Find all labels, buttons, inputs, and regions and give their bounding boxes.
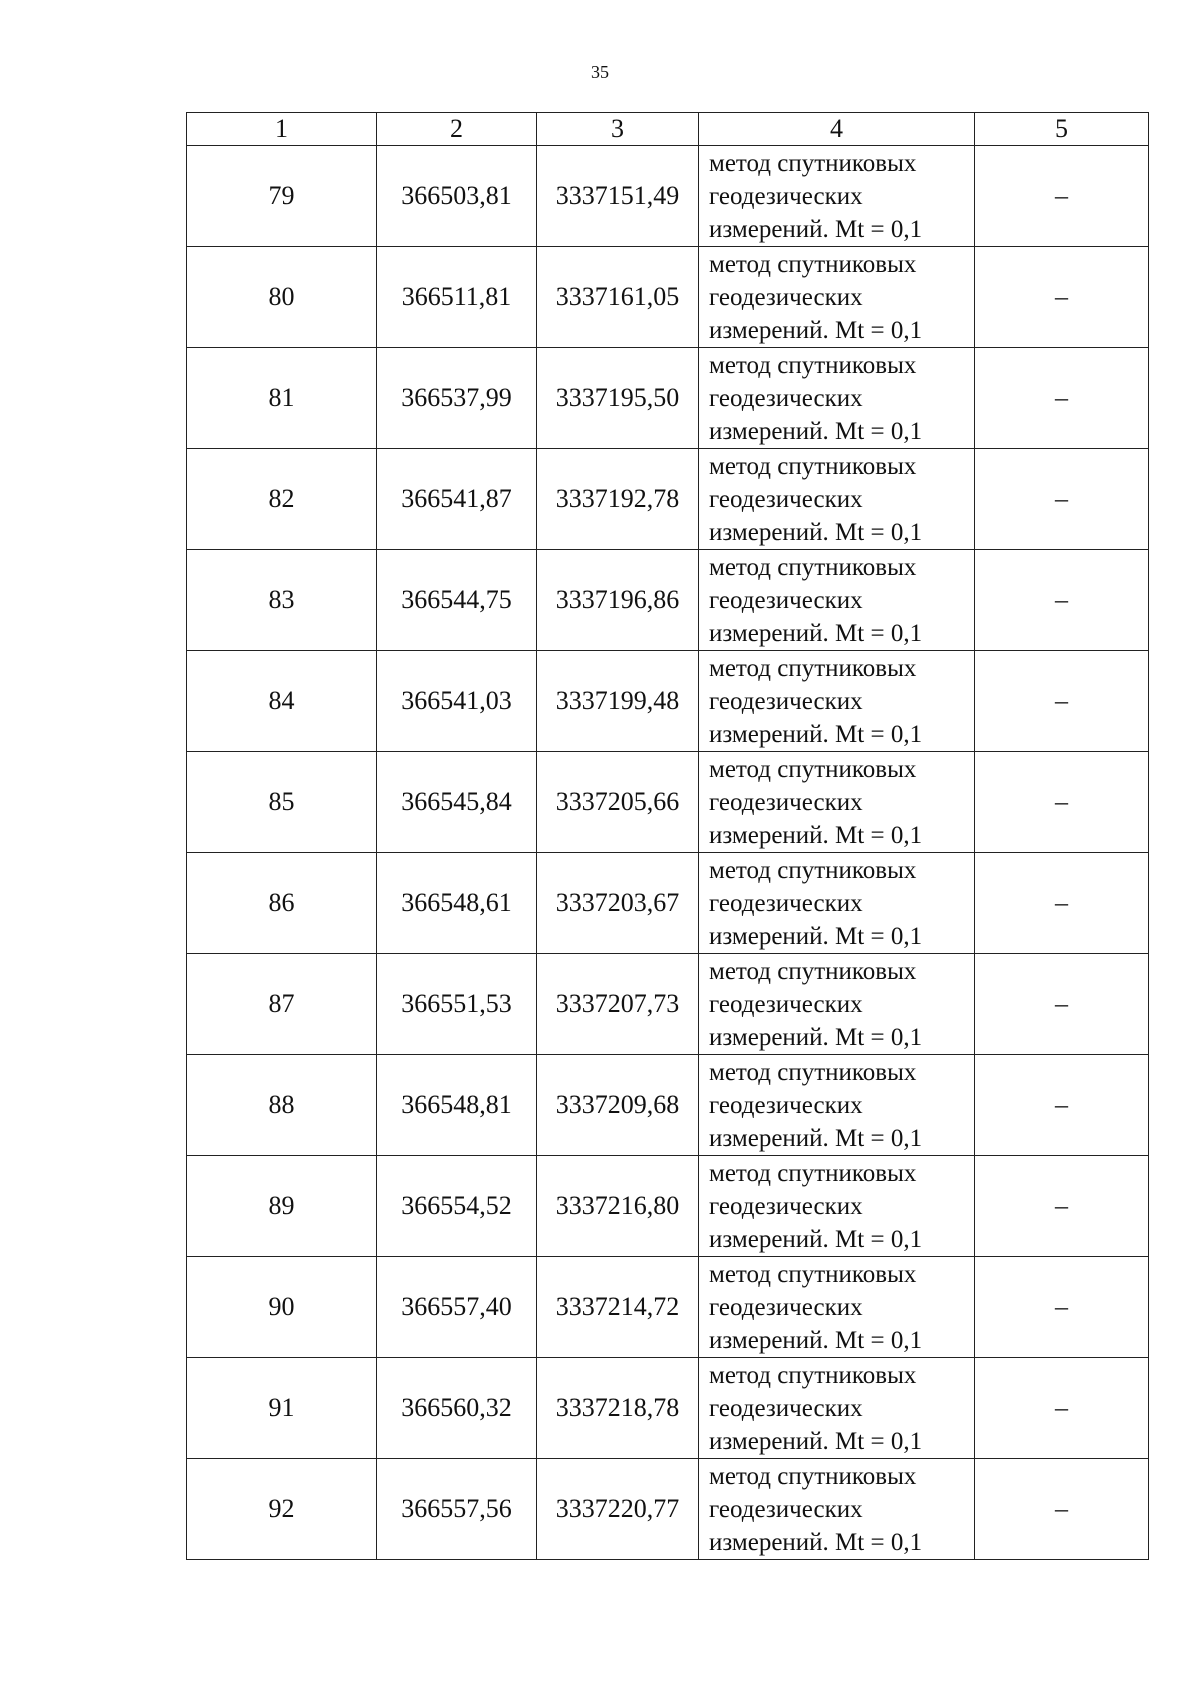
- y-coordinate-cell: 3337196,86: [537, 550, 699, 651]
- point-number-cell: 90: [187, 1257, 377, 1358]
- note-cell: –: [975, 1156, 1149, 1257]
- table-row: [187, 146, 1149, 247]
- point-number-cell: 83: [187, 550, 377, 651]
- method-cell: [699, 651, 975, 752]
- point-number-cell: 89: [187, 1156, 377, 1257]
- method-line-3: измерений. Mt = 0,1: [709, 1124, 923, 1152]
- method-cell: [699, 449, 975, 550]
- point-number-cell: 84: [187, 651, 377, 752]
- method-line-2: геодезических: [709, 1293, 863, 1321]
- column-header-4: 4: [699, 113, 975, 146]
- method-line-2: геодезических: [709, 1192, 863, 1220]
- column-header-5: 5: [975, 113, 1149, 146]
- x-coordinate-cell: 366541,03: [377, 651, 537, 752]
- header-row: [187, 113, 1149, 146]
- column-header-3: 3: [537, 113, 699, 146]
- method-line-1: метод спутниковых: [709, 957, 917, 985]
- method-line-1: метод спутниковых: [709, 755, 917, 783]
- method-cell: [699, 1055, 975, 1156]
- note-cell: –: [975, 550, 1149, 651]
- method-line-1: метод спутниковых: [709, 856, 917, 884]
- method-cell: [699, 954, 975, 1055]
- y-coordinate-cell: 3337203,67: [537, 853, 699, 954]
- table-row: [187, 853, 1149, 954]
- method-line-3: измерений. Mt = 0,1: [709, 720, 923, 748]
- method-line-3: измерений. Mt = 0,1: [709, 1427, 923, 1455]
- x-coordinate-cell: 366511,81: [377, 247, 537, 348]
- note-cell: –: [975, 146, 1149, 247]
- method-line-1: метод спутниковых: [709, 452, 917, 480]
- table-body: [187, 146, 1149, 1560]
- method-line-1: метод спутниковых: [709, 149, 917, 177]
- y-coordinate-cell: 3337192,78: [537, 449, 699, 550]
- method-line-1: метод спутниковых: [709, 654, 917, 682]
- method-cell: [699, 550, 975, 651]
- point-number-cell: 79: [187, 146, 377, 247]
- method-line-2: геодезических: [709, 990, 863, 1018]
- page-number: 35: [591, 62, 609, 82]
- y-coordinate-cell: 3337205,66: [537, 752, 699, 853]
- note-cell: –: [975, 853, 1149, 954]
- x-coordinate-cell: 366548,61: [377, 853, 537, 954]
- table-row: [187, 1459, 1149, 1560]
- table-row: [187, 247, 1149, 348]
- method-line-2: геодезических: [709, 283, 863, 311]
- x-coordinate-cell: 366557,56: [377, 1459, 537, 1560]
- method-line-2: геодезических: [709, 1394, 863, 1422]
- table-row: [187, 954, 1149, 1055]
- method-line-1: метод спутниковых: [709, 351, 917, 379]
- method-line-2: геодезических: [709, 384, 863, 412]
- note-cell: –: [975, 449, 1149, 550]
- method-line-3: измерений. Mt = 0,1: [709, 922, 923, 950]
- method-line-2: геодезических: [709, 182, 863, 210]
- x-coordinate-cell: 366544,75: [377, 550, 537, 651]
- point-number-cell: 87: [187, 954, 377, 1055]
- method-line-3: измерений. Mt = 0,1: [709, 1023, 923, 1051]
- y-coordinate-cell: 3337195,50: [537, 348, 699, 449]
- point-number-cell: 85: [187, 752, 377, 853]
- x-coordinate-cell: 366557,40: [377, 1257, 537, 1358]
- table-row: [187, 1358, 1149, 1459]
- table-row: [187, 1055, 1149, 1156]
- note-cell: –: [975, 651, 1149, 752]
- note-cell: –: [975, 1459, 1149, 1560]
- x-coordinate-cell: 366551,53: [377, 954, 537, 1055]
- x-coordinate-cell: 366548,81: [377, 1055, 537, 1156]
- method-cell: [699, 1156, 975, 1257]
- table-header: [187, 113, 1149, 146]
- method-line-3: измерений. Mt = 0,1: [709, 518, 923, 546]
- method-line-1: метод спутниковых: [709, 1361, 917, 1389]
- note-cell: –: [975, 752, 1149, 853]
- method-line-1: метод спутниковых: [709, 1462, 917, 1490]
- point-number-cell: 82: [187, 449, 377, 550]
- y-coordinate-cell: 3337207,73: [537, 954, 699, 1055]
- method-line-3: измерений. Mt = 0,1: [709, 1225, 923, 1253]
- note-cell: –: [975, 954, 1149, 1055]
- note-cell: –: [975, 1055, 1149, 1156]
- method-line-3: измерений. Mt = 0,1: [709, 619, 923, 647]
- method-line-3: измерений. Mt = 0,1: [709, 821, 923, 849]
- y-coordinate-cell: 3337209,68: [537, 1055, 699, 1156]
- point-number-cell: 86: [187, 853, 377, 954]
- point-number-cell: 88: [187, 1055, 377, 1156]
- y-coordinate-cell: 3337214,72: [537, 1257, 699, 1358]
- method-line-1: метод спутниковых: [709, 1260, 917, 1288]
- point-number-cell: 81: [187, 348, 377, 449]
- method-line-3: измерений. Mt = 0,1: [709, 316, 923, 344]
- method-line-3: измерений. Mt = 0,1: [709, 417, 923, 445]
- method-line-2: геодезических: [709, 485, 863, 513]
- method-cell: [699, 1358, 975, 1459]
- method-line-3: измерений. Mt = 0,1: [709, 1528, 923, 1556]
- method-line-2: геодезических: [709, 687, 863, 715]
- x-coordinate-cell: 366554,52: [377, 1156, 537, 1257]
- x-coordinate-cell: 366541,87: [377, 449, 537, 550]
- method-line-3: измерений. Mt = 0,1: [709, 215, 923, 243]
- column-header-2: 2: [377, 113, 537, 146]
- method-line-1: метод спутниковых: [709, 250, 917, 278]
- method-cell: [699, 1459, 975, 1560]
- table-row: [187, 1156, 1149, 1257]
- method-cell: [699, 853, 975, 954]
- coordinates-table: [186, 112, 1149, 1560]
- method-line-1: метод спутниковых: [709, 1058, 917, 1086]
- y-coordinate-cell: 3337220,77: [537, 1459, 699, 1560]
- method-cell: [699, 1257, 975, 1358]
- table-row: [187, 1257, 1149, 1358]
- y-coordinate-cell: 3337218,78: [537, 1358, 699, 1459]
- method-line-2: геодезических: [709, 788, 863, 816]
- y-coordinate-cell: 3337199,48: [537, 651, 699, 752]
- column-header-1: 1: [187, 113, 377, 146]
- x-coordinate-cell: 366537,99: [377, 348, 537, 449]
- method-line-3: измерений. Mt = 0,1: [709, 1326, 923, 1354]
- note-cell: –: [975, 1358, 1149, 1459]
- y-coordinate-cell: 3337151,49: [537, 146, 699, 247]
- y-coordinate-cell: 3337161,05: [537, 247, 699, 348]
- table-row: [187, 550, 1149, 651]
- method-line-1: метод спутниковых: [709, 553, 917, 581]
- method-line-2: геодезических: [709, 1091, 863, 1119]
- method-cell: [699, 146, 975, 247]
- note-cell: –: [975, 348, 1149, 449]
- x-coordinate-cell: 366560,32: [377, 1358, 537, 1459]
- x-coordinate-cell: 366545,84: [377, 752, 537, 853]
- table-row: [187, 651, 1149, 752]
- table-row: [187, 348, 1149, 449]
- note-cell: –: [975, 247, 1149, 348]
- method-line-2: геодезических: [709, 889, 863, 917]
- table-row: [187, 449, 1149, 550]
- method-cell: [699, 247, 975, 348]
- method-line-2: геодезических: [709, 586, 863, 614]
- x-coordinate-cell: 366503,81: [377, 146, 537, 247]
- y-coordinate-cell: 3337216,80: [537, 1156, 699, 1257]
- table-row: [187, 752, 1149, 853]
- point-number-cell: 91: [187, 1358, 377, 1459]
- point-number-cell: 80: [187, 247, 377, 348]
- method-cell: [699, 348, 975, 449]
- method-line-1: метод спутниковых: [709, 1159, 917, 1187]
- note-cell: –: [975, 1257, 1149, 1358]
- point-number-cell: 92: [187, 1459, 377, 1560]
- method-line-2: геодезических: [709, 1495, 863, 1523]
- method-cell: [699, 752, 975, 853]
